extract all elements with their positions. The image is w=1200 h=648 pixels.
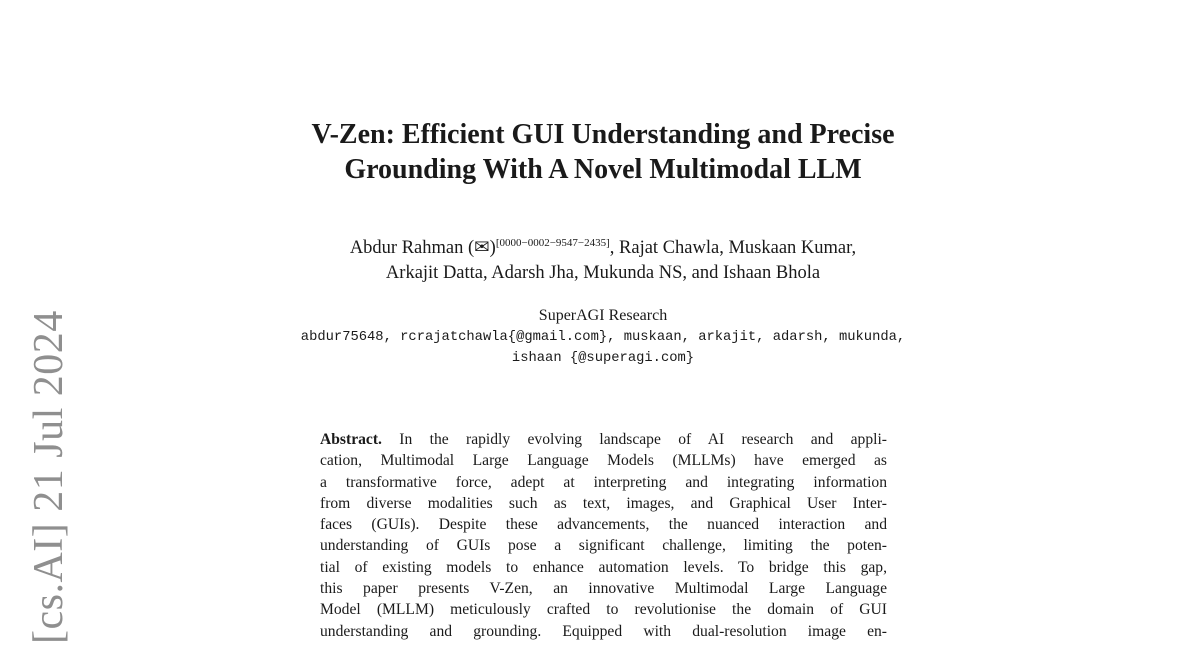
author-list — [250, 236, 956, 286]
abstract-line: understanding and grounding. Equipped with dual-resolution image en- — [320, 622, 887, 640]
affiliation-block — [250, 305, 956, 369]
abstract-line: faces (GUIs). Despite these advancements, the nuanced interaction and — [320, 516, 887, 534]
abstract — [320, 429, 887, 642]
abstract-line: a transformative force, adept at interpreting and integrating information — [320, 473, 887, 491]
arxiv-side-stamp: [cs.AI] 21 Jul 2024 — [26, 310, 72, 644]
institution: SuperAGI Research — [538, 307, 668, 324]
abstract-line: understanding of GUIs pose a significant challenge, limiting the poten- — [320, 537, 887, 555]
author-text: Abdur Rahman ( — [349, 238, 475, 258]
abstract-line: cation, Multimodal Large Language Models (MLLMs) have emerged as — [320, 452, 887, 470]
author-text: Arkajit Datta, Adarsh Jha, Mukunda NS, and Ishaan Bhola — [385, 263, 821, 283]
paper-title — [250, 117, 956, 187]
email-line: abdur75648, rcrajatchawla{@gmail.com}, muskaan, arkajit, adarsh, mukunda, — [300, 330, 906, 345]
abstract-label: Abstract. — [320, 431, 382, 448]
email-line: ishaan {@superagi.com} — [511, 351, 695, 366]
abstract-line — [320, 429, 887, 450]
envelope-icon: ✉ — [474, 238, 490, 258]
abstract-line: from diverse modalities such as text, images, and Graphical User Inter- — [320, 494, 887, 512]
abstract-line: this paper presents V-Zen, an innovative Multimodal Large Language — [320, 580, 887, 598]
orcid-id: [0000−0002−9547−2435] — [495, 237, 610, 249]
title-line: V-Zen: Efficient GUI Understanding and Precise — [311, 119, 895, 150]
abstract-line: tial of existing models to enhance automation levels. To bridge this gap, — [320, 558, 887, 576]
abstract-text: In the rapidly evolving landscape of AI research and appli- — [381, 431, 887, 448]
author-text: ) — [489, 238, 496, 258]
abstract-line: Model (MLLM) meticulously crafted to revolutionise the domain of GUI — [320, 601, 887, 619]
title-line: Grounding With A Novel Multimodal LLM — [344, 154, 862, 185]
author-text: , Rajat Chawla, Muskaan Kumar, — [609, 238, 857, 258]
